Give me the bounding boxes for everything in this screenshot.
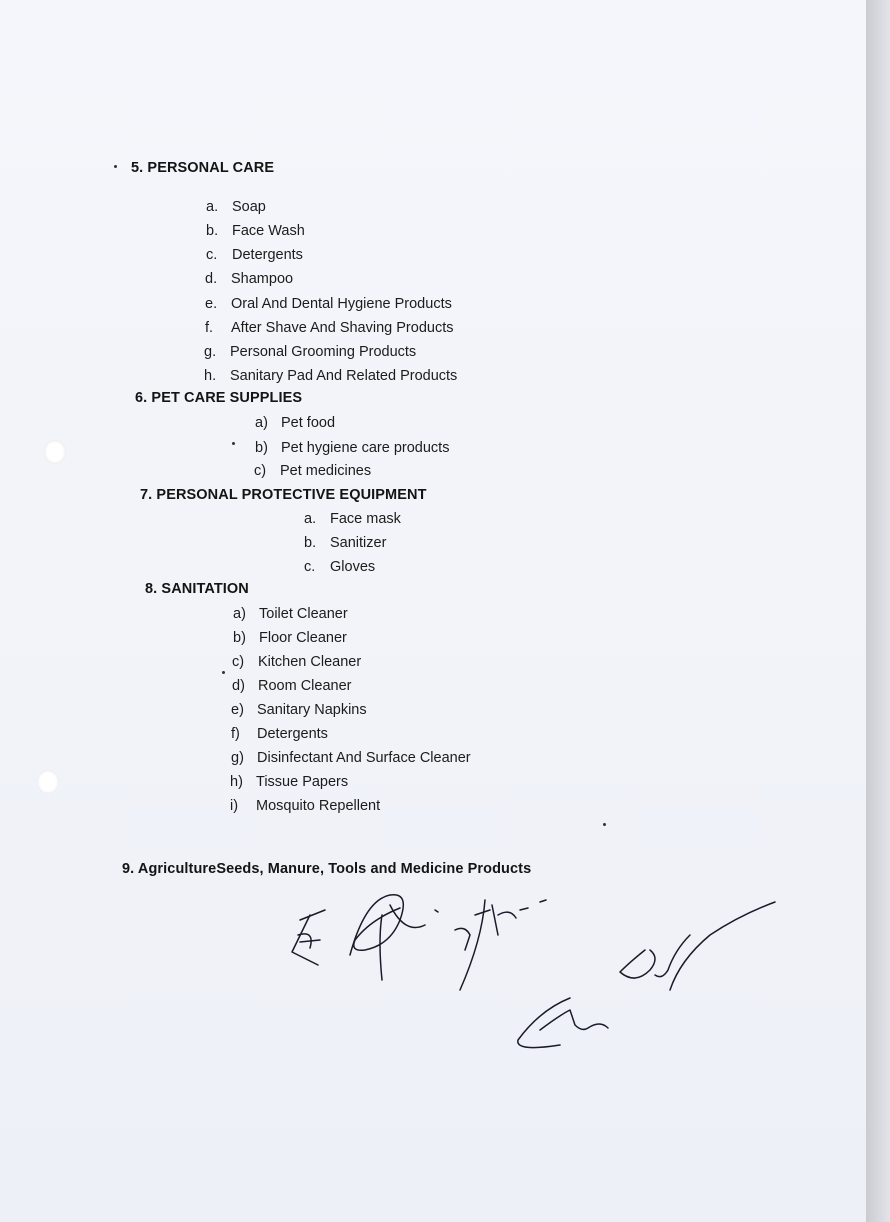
section-heading-agriculture: 9. AgricultureSeeds, Manure, Tools and Medicine Products (122, 861, 532, 877)
list-item: a) Pet food (255, 415, 336, 431)
list-item: a. Soap (206, 199, 266, 215)
section-heading-sanitation: 8. SANITATION (145, 581, 249, 597)
punch-hole-top (44, 440, 66, 464)
list-item: c. Detergents (206, 247, 303, 263)
handwritten-signatures (270, 880, 810, 1080)
punch-hole-bottom (37, 770, 59, 794)
list-item: a) Toilet Cleaner (233, 606, 348, 622)
signature-5 (518, 998, 608, 1048)
scan-speck (232, 442, 235, 445)
list-item: d. Shampoo (205, 271, 294, 287)
list-item: b) Floor Cleaner (233, 630, 347, 646)
list-item: b. Sanitizer (304, 535, 387, 551)
section-heading-pet-care-supplies: 6. PET CARE SUPPLIES (135, 390, 303, 406)
list-item: e) Sanitary Napkins (231, 702, 367, 718)
scan-speck (603, 823, 606, 826)
list-item: a. Face mask (304, 511, 401, 527)
list-item: c) Pet medicines (254, 463, 372, 479)
list-item: f. After Shave And Shaving Products (205, 320, 454, 336)
scan-speck (114, 165, 117, 168)
list-item: c. Gloves (304, 559, 376, 575)
signature-4 (620, 902, 775, 990)
list-item: e. Oral And Dental Hygiene Products (205, 296, 452, 312)
list-item: d) Room Cleaner (232, 678, 352, 694)
list-item: h. Sanitary Pad And Related Products (204, 368, 458, 384)
signature-1 (292, 910, 325, 965)
page-edge (866, 0, 890, 1222)
signature-2 (350, 895, 438, 980)
list-item: h) Tissue Papers (230, 774, 349, 790)
list-item: b. Face Wash (206, 223, 305, 239)
section-heading-personal-care: 5. PERSONAL CARE (131, 160, 275, 176)
list-item: b) Pet hygiene care products (255, 440, 450, 456)
scan-speck (222, 671, 225, 674)
list-item: g) Disinfectant And Surface Cleaner (231, 750, 471, 766)
signature-3 (455, 900, 546, 990)
list-item: f) Detergents (231, 726, 328, 742)
list-item: c) Kitchen Cleaner (232, 654, 362, 670)
list-item: g. Personal Grooming Products (204, 344, 417, 360)
section-heading-ppe: 7. PERSONAL PROTECTIVE EQUIPMENT (140, 487, 427, 503)
list-item: i) Mosquito Repellent (230, 798, 381, 814)
